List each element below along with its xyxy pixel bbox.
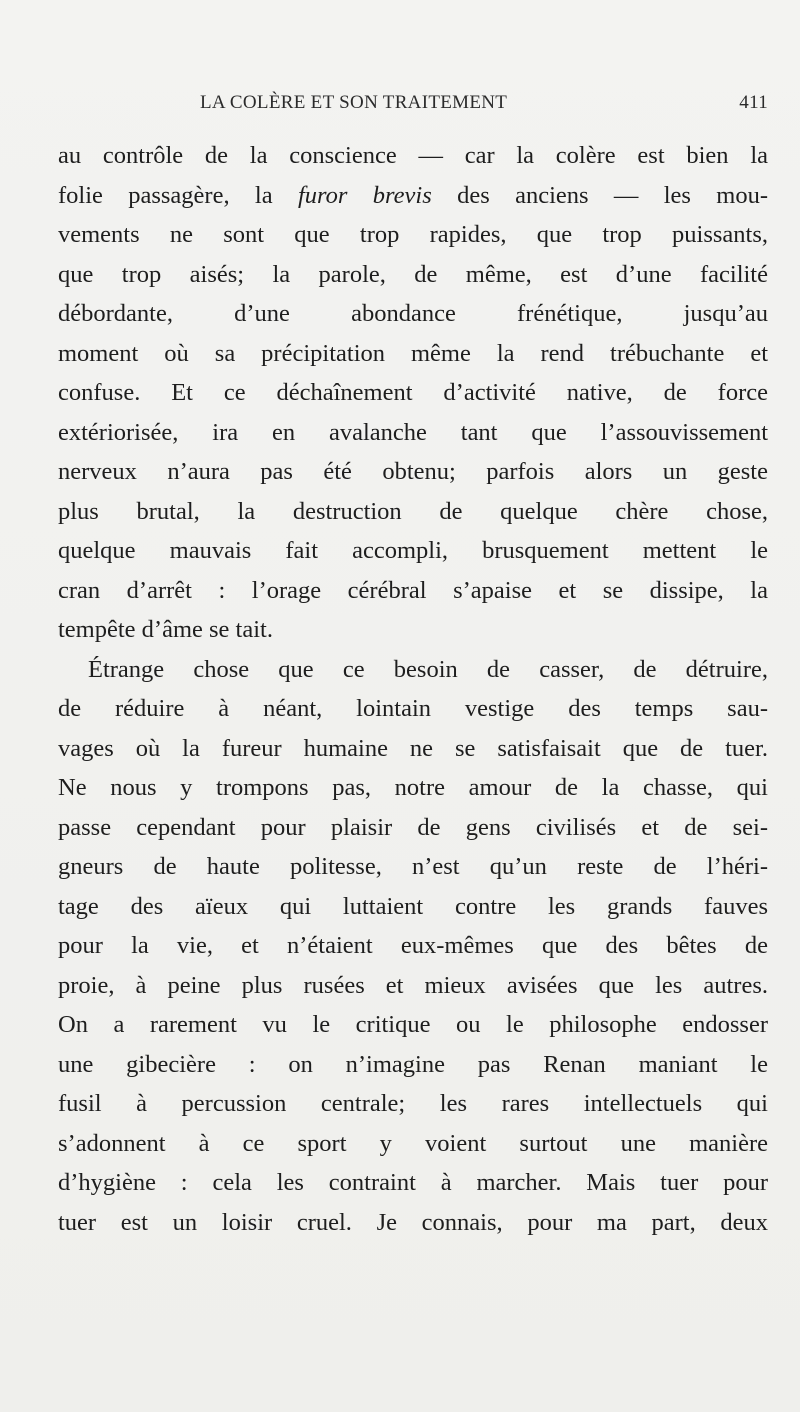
text-line: cran d’arrêt : l’orage cérébral s’apaise et se dissipe, la: [58, 576, 768, 604]
text-fragment: des anciens — les mou-: [457, 181, 768, 209]
text-line: moment où sa précipitation même la rend trébuchante et: [58, 339, 768, 367]
text-line: au contrôle de la conscience — car la colère est bien la: [58, 142, 768, 169]
text-fragment: folie passagère, la: [58, 181, 273, 209]
text-line: fusil à percussion centrale; les rares intellectuels qui: [58, 1090, 768, 1117]
text-line: pour la vie, et n’étaient eux-mêmes que des bêtes de: [58, 932, 768, 959]
text-line: tage des aïeux qui luttaient contre les grands fauves: [58, 892, 768, 920]
text-line: de réduire à néant, lointain vestige des temps sau-: [58, 695, 768, 722]
text-line: passe cependant pour plaisir de gens civilisés et de sei-: [58, 813, 768, 841]
text-line: [58, 176, 768, 216]
text-line: une gibecière : on n’imagine pas Renan maniant le: [58, 1050, 768, 1078]
text-line: d’hygiène : cela les contraint à marcher. Mais tuer pour: [58, 1169, 768, 1196]
paragraph-end-line: tempête d’âme se tait.: [58, 616, 273, 643]
text-line: gneurs de haute politesse, n’est qu’un reste de l’héri-: [58, 853, 768, 880]
text-line: nerveux n’aura pas été obtenu; parfois alors un geste: [58, 458, 768, 485]
text-line: vements ne sont que trop rapides, que trop puissants,: [58, 221, 768, 248]
text-line: extériorisée, ira en avalanche tant que l’assouvissement: [58, 418, 768, 446]
text-line: On a rarement vu le critique ou le philosophe endosser: [58, 1011, 768, 1038]
running-title: LA COLÈRE ET SON TRAITEMENT: [200, 92, 508, 113]
paragraph-start-line: Étrange chose que ce besoin de casser, de détruire,: [88, 655, 768, 683]
italic-phrase: furor brevis: [297, 181, 432, 209]
text-line: tuer est un loisir cruel. Je connais, pour ma part, deux: [58, 1208, 768, 1236]
text-line: Ne nous y trompons pas, notre amour de la chasse, qui: [58, 774, 768, 801]
text-line: débordante, d’une abondance frénétique, jusqu’au: [58, 300, 768, 327]
text-line: que trop aisés; la parole, de même, est d’une facilité: [58, 260, 768, 288]
text-line: confuse. Et ce déchaînement d’activité native, de force: [58, 379, 768, 406]
text-line: plus brutal, la destruction de quelque chère chose,: [58, 497, 768, 525]
body-text: [58, 136, 768, 1242]
page-number: 411: [739, 92, 768, 113]
text-line: s’adonnent à ce sport y voient surtout une manière: [58, 1129, 768, 1157]
text-line: quelque mauvais fait accompli, brusquement mettent le: [58, 537, 768, 564]
running-head: [200, 92, 768, 118]
text-line: vages où la fureur humaine ne se satisfaisait que de tuer.: [58, 734, 768, 762]
text-line: proie, à peine plus rusées et mieux avisées que les autres.: [58, 971, 768, 999]
